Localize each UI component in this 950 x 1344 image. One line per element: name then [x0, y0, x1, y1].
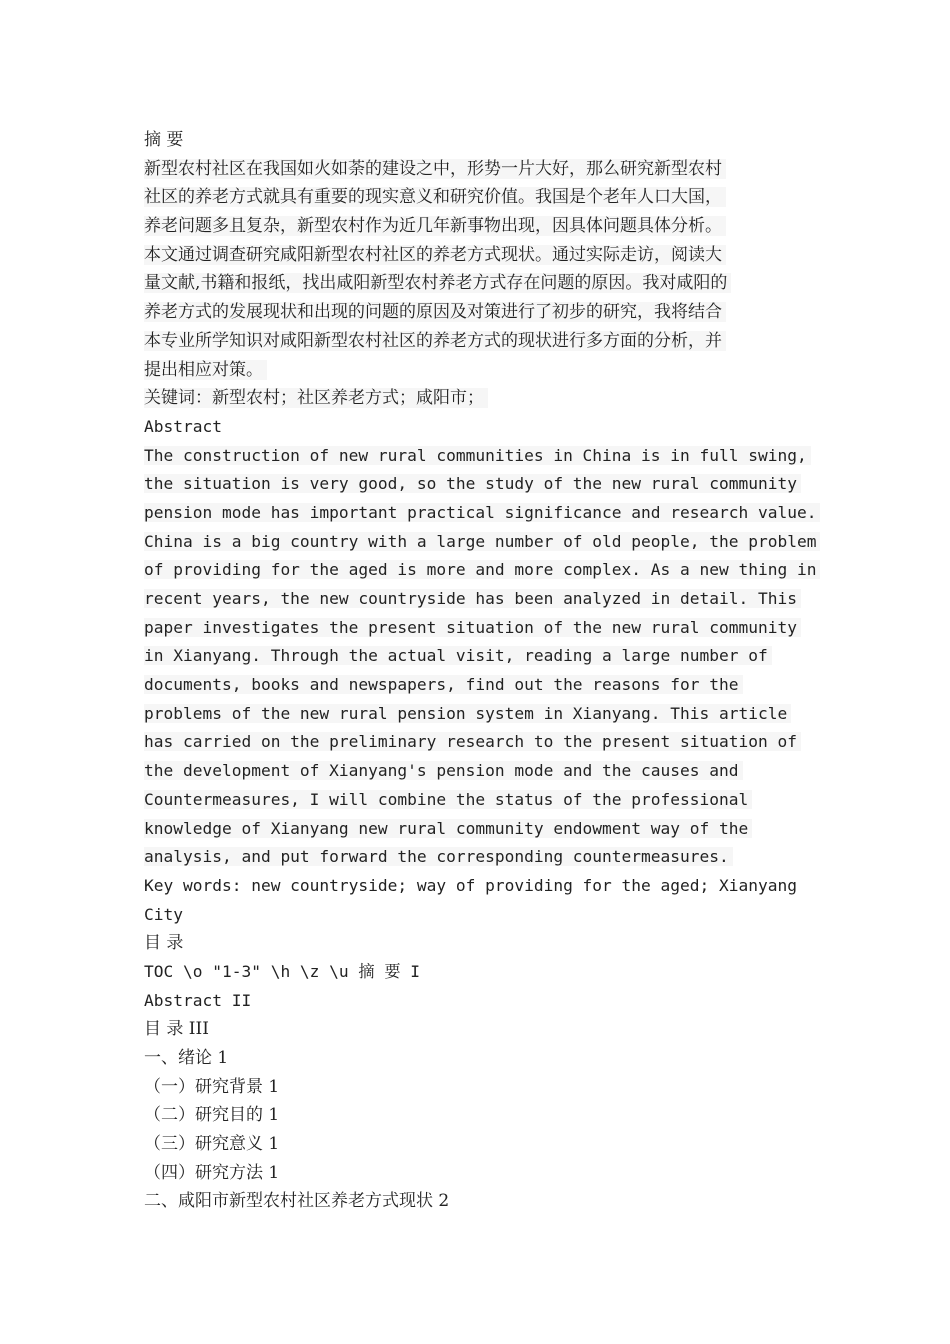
abstract-en-keywords-cont: City	[144, 904, 183, 924]
abstract-cn-line: 提出相应对策。	[144, 360, 267, 380]
abstract-cn-line: 新型农村社区在我国如火如荼的建设之中，形势一片大好，那么研究新型农村	[144, 159, 726, 179]
abstract-en-line: pension mode has important practical significance and research value.	[144, 503, 820, 522]
toc-entry[interactable]: （一）研究背景 1	[144, 1076, 280, 1097]
abstract-cn-heading: 摘 要	[144, 130, 184, 150]
document-page	[144, 126, 824, 1216]
abstract-en-line: Countermeasures, I will combine the status of the professional	[144, 790, 752, 809]
abstract-cn-line: 养老方式的发展现状和出现的问题的原因及对策进行了初步的研究，我将结合	[144, 302, 726, 322]
abstract-en-line: documents, books and newspapers, find out the reasons for the	[144, 675, 743, 694]
abstract-cn-line: 本文通过调查研究咸阳新型农村社区的养老方式现状。通过实际走访，阅读大	[144, 245, 726, 265]
abstract-en-line: paper investigates the present situation of the new rural community	[144, 618, 801, 637]
toc-heading: 目 录	[144, 933, 184, 954]
toc-entry[interactable]: 目 录 III	[144, 1019, 209, 1040]
abstract-en-line: China is a big country with a large number of old people, the problem	[144, 532, 820, 551]
abstract-en-line: problems of the new rural pension system in Xianyang. This article	[144, 704, 791, 723]
toc-field-code: TOC \o "1-3" \h \z \u 摘 要 I	[144, 961, 421, 981]
toc-entry[interactable]: 一、绪论 1	[144, 1048, 229, 1068]
abstract-en-line: the development of Xianyang's pension mode and the causes and	[144, 761, 743, 780]
abstract-cn-line: 本专业所学知识对咸阳新型农村社区的养老方式的现状进行多方面的分析，并	[144, 331, 726, 351]
abstract-en-line: analysis, and put forward the corresponding countermeasures.	[144, 847, 733, 866]
abstract-en-line: has carried on the preliminary research to the present situation of	[144, 732, 801, 751]
toc-entry[interactable]: 二、咸阳市新型农村社区养老方式现状 2	[144, 1191, 450, 1212]
abstract-en-line: knowledge of Xianyang new rural community endowment way of the	[144, 819, 752, 838]
abstract-cn-line: 养老问题多且复杂，新型农村作为近几年新事物出现，因具体问题具体分析。	[144, 216, 726, 236]
abstract-en-line: in Xianyang. Through the actual visit, reading a large number of	[144, 646, 772, 665]
abstract-en-heading: Abstract	[144, 416, 222, 436]
abstract-cn-keywords: 关键词：新型农村；社区养老方式；咸阳市；	[144, 388, 488, 408]
abstract-en-line: recent years, the new countryside has been analyzed in detail. This	[144, 589, 801, 608]
abstract-en-line: The construction of new rural communities in China is in full swing,	[144, 446, 811, 465]
abstract-cn-line: 量文献,书籍和报纸，找出咸阳新型农村养老方式存在问题的原因。我对咸阳的	[144, 273, 731, 293]
toc-entry[interactable]: （三）研究意义 1	[144, 1134, 280, 1155]
toc-entry[interactable]: （四）研究方法 1	[144, 1162, 280, 1183]
abstract-cn-line: 社区的养老方式就具有重要的现实意义和研究价值。我国是个老年人口大国，	[144, 187, 726, 207]
abstract-en-line: the situation is very good, so the study of the new rural community	[144, 474, 801, 493]
abstract-en-keywords: Key words: new countryside; way of providing for the aged; Xianyang	[144, 875, 797, 895]
toc-entry[interactable]: Abstract II	[144, 990, 252, 1010]
toc-entry[interactable]: （二）研究目的 1	[144, 1105, 280, 1126]
abstract-en-line: of providing for the aged is more and more complex. As a new thing in	[144, 560, 820, 579]
